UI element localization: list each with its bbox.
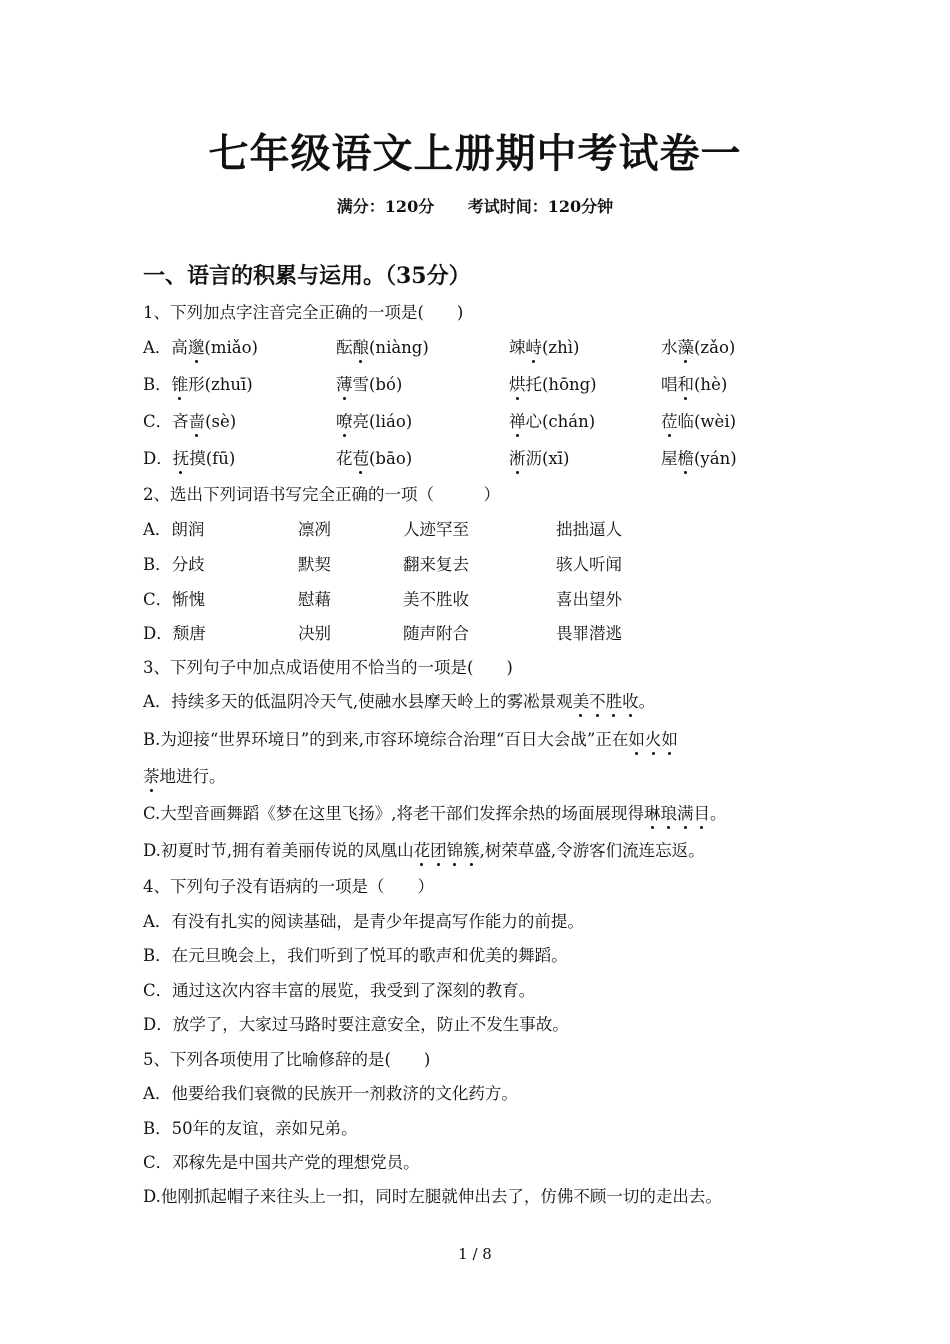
q3-option-c: C.大型音画舞蹈《梦在这里飞扬》,将老干部们发挥余热的场面展现得琳琅满目。 — [143, 804, 727, 823]
q5-option-c: C．邓稼先是中国共产党的理想党员。 — [143, 1153, 420, 1172]
q4-option-a: A．有没有扎实的阅读基础，是青少年提高写作能力的前提。 — [143, 912, 584, 931]
q2-option-b-4: 骇人听闻 — [556, 555, 622, 574]
q4-option-b: B．在元旦晚会上，我们听到了悦耳的歌声和优美的舞蹈。 — [143, 946, 568, 965]
q4-stem: 4、下列句子没有语病的一项是（ ） — [143, 877, 434, 896]
q1-option-c-4: 莅临(wèi) — [661, 412, 737, 431]
q3-option-b-line2: 荼地进行。 — [143, 767, 226, 786]
q5-option-a: A．他要给我们衰微的民族开一剂救济的文化药方。 — [143, 1084, 518, 1103]
full-score: 满分：120分 — [336, 197, 435, 216]
page-title: 七年级语文上册期中考试卷一 — [208, 130, 742, 177]
q1-option-b-1: B．锥形(zhuī) — [143, 375, 253, 394]
q1-option-d-3: 淅沥(xī) — [509, 449, 570, 468]
q2-option-c-4: 喜出望外 — [556, 590, 622, 609]
q1-option-b-4: 唱和(hè) — [661, 375, 728, 394]
q3-option-d: D.初夏时节,拥有着美丽传说的凤凰山花团锦簇,树荣草盛,令游客们流连忘返。 — [143, 841, 705, 860]
exam-meta — [0, 194, 950, 217]
q5-option-b: B．50年的友谊，亲如兄弟。 — [143, 1119, 358, 1138]
q2-option-c-1: C．惭愧 — [143, 590, 206, 609]
q2-option-b-3: 翻来复去 — [403, 555, 469, 574]
q2-option-c-2: 慰藉 — [298, 590, 331, 609]
q3-option-b-line1: B.为迎接“世界环境日”的到来,市容环境综合治理“百日大会战”正在如火如 — [143, 730, 678, 749]
q1-option-c-3: 禅心(chán) — [509, 412, 596, 431]
q1-option-b-3: 烘托(hōng) — [509, 375, 597, 394]
q1-option-b-2: 薄雪(bó) — [336, 375, 403, 394]
q2-option-d-2: 决别 — [298, 624, 331, 643]
q1-option-a-4: 水藻(zǎo) — [661, 338, 736, 357]
q5-option-d: D.他刚抓起帽子来往头上一扣，同时左腿就伸出去了，仿佛不顾一切的走出去。 — [143, 1187, 722, 1206]
q2-option-d-3: 随声附合 — [403, 624, 469, 643]
exam-time: 考试时间：120分钟 — [467, 197, 614, 216]
q1-option-d-1: D．抚摸(fū) — [143, 449, 236, 468]
q2-option-a-2: 凛冽 — [298, 520, 331, 539]
section-heading: 一、语言的积累与运用。（35分） — [143, 263, 471, 289]
q2-option-d-1: D．颓唐 — [143, 624, 206, 643]
q1-option-a-1: A．高邈(miǎo) — [143, 338, 258, 357]
q2-stem: 2、选出下列词语书写完全正确的一项（ ） — [143, 485, 500, 504]
q4-option-d: D．放学了，大家过马路时要注意安全，防止不发生事故。 — [143, 1015, 569, 1034]
q2-option-d-4: 畏罪潜逃 — [556, 624, 622, 643]
q2-option-a-1: A．朗润 — [143, 520, 205, 539]
q1-stem: 1、下列加点字注音完全正确的一项是( ) — [143, 303, 464, 322]
q4-option-c: C．通过这次内容丰富的展览，我受到了深刻的教育。 — [143, 981, 536, 1000]
q2-option-c-3: 美不胜收 — [403, 590, 469, 609]
q1-option-c-1: C．吝啬(sè) — [143, 412, 237, 431]
q1-option-a-3: 竦峙(zhì) — [509, 338, 580, 357]
q1-option-d-4: 屋檐(yán) — [661, 449, 737, 468]
q2-option-a-3: 人迹罕至 — [403, 520, 469, 539]
q1-option-d-2: 花苞(bāo) — [336, 449, 413, 468]
q1-option-c-2: 嘹亮(liáo) — [336, 412, 413, 431]
q2-option-b-1: B．分歧 — [143, 555, 205, 574]
q3-stem: 3、下列句子中加点成语使用不恰当的一项是( ) — [143, 658, 513, 677]
q5-stem: 5、下列各项使用了比喻修辞的是( ) — [143, 1050, 431, 1069]
q2-option-b-2: 默契 — [298, 555, 331, 574]
q2-option-a-4: 拙拙逼人 — [556, 520, 622, 539]
page-number: 1 / 8 — [458, 1245, 492, 1263]
q3-option-a: A．持续多天的低温阴冷天气,使融水县摩天岭上的雾凇景观美不胜收。 — [143, 692, 656, 711]
q1-option-a-2: 酝酿(niàng) — [336, 338, 429, 357]
